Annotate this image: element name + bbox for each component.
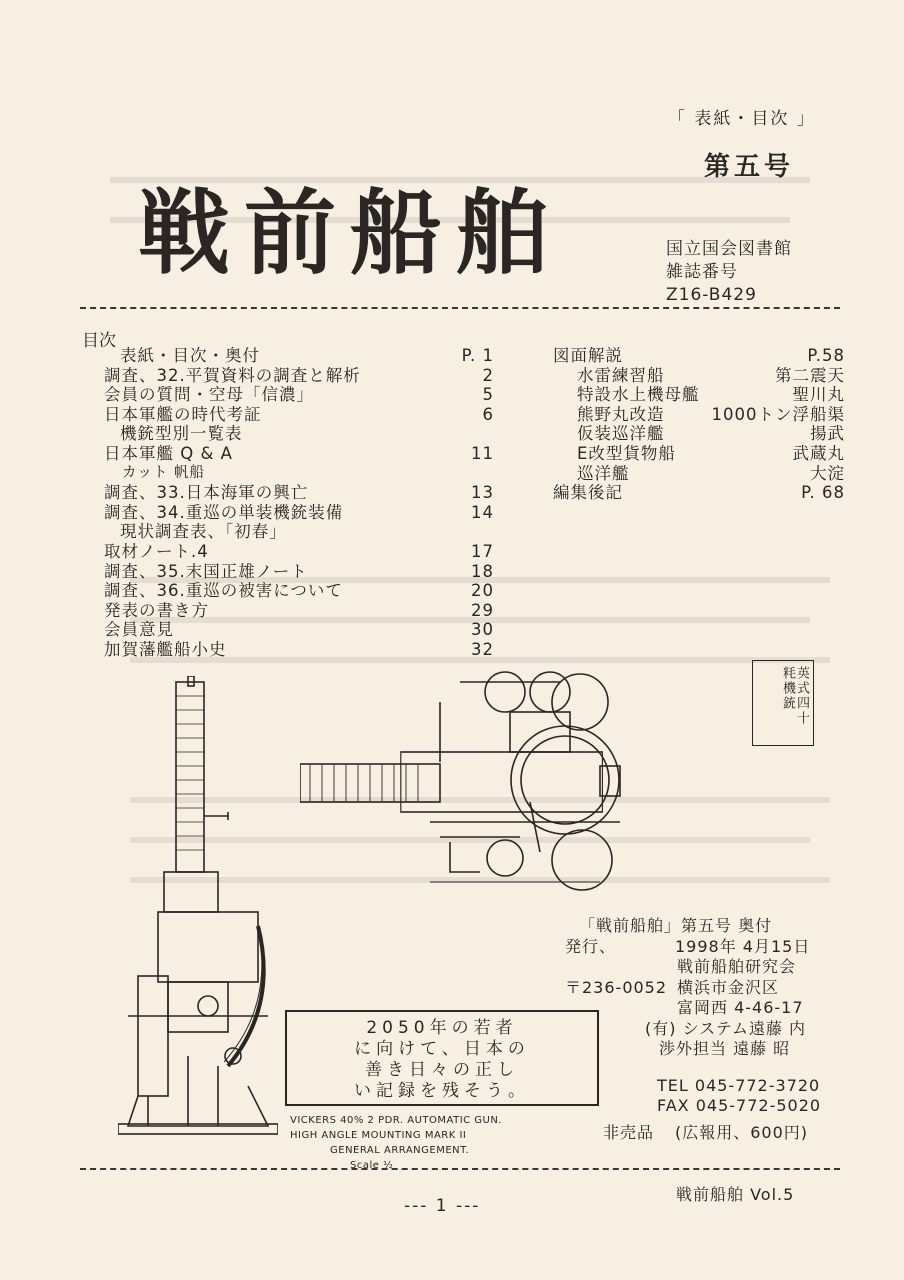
toc-figure-title: E改型貨物船 (577, 443, 676, 463)
toc-left-column (104, 346, 504, 660)
page-number: --- 1 --- (404, 1196, 481, 1216)
library-name: 国立国会図書館 (666, 239, 792, 259)
toc-figure-detail: 第二震天 (775, 365, 845, 385)
toc-entry (104, 424, 504, 444)
caption-line-3: GENERAL ARRANGEMENT. (330, 1145, 470, 1156)
toc-heading: 目次 (82, 331, 116, 351)
toc-entry-title: 取材ノート.4 (104, 541, 209, 561)
issued-date: 1998年 4月15日 (675, 936, 811, 956)
toc-figure-entry (553, 483, 845, 503)
toc-figure-title: 巡洋艦 (577, 463, 630, 483)
bottom-divider (80, 1168, 840, 1170)
telephone: TEL 045-772-3720 (657, 1075, 821, 1095)
postcode: 〒236-0052 (565, 977, 668, 997)
toc-figure-entry (553, 346, 845, 366)
contact-person: 渉外担当 遠藤 昭 (659, 1039, 791, 1058)
toc-entry-page: 20 (471, 581, 494, 601)
toc-entry-title: 調査、34.重巡の単装機銃装備 (104, 502, 344, 522)
toc-entry-page: 29 (471, 600, 494, 620)
colophon (565, 916, 845, 1143)
toc-entry-title: 機銃型別一覧表 (120, 424, 243, 444)
issue-number: 第五号 (704, 152, 795, 182)
toc-entry (104, 346, 504, 366)
issue-date-row (565, 937, 845, 958)
toc-entry-title: 発表の書き方 (104, 600, 209, 620)
toc-entry-page: 17 (471, 541, 494, 561)
toc-figure-entry (553, 464, 845, 484)
figure-caption (290, 1113, 502, 1173)
toc-entry (104, 503, 504, 523)
toc-entry (104, 444, 504, 464)
toc-entry (104, 483, 504, 503)
issued-label: 発行、 (565, 936, 617, 956)
toc-figure-title: 仮装巡洋艦 (577, 424, 665, 444)
toc-entry (104, 542, 504, 562)
toc-entry-page: 2 (482, 365, 494, 385)
toc-entry-title: 加賀藩艦船小史 (104, 639, 227, 659)
toc-figure-detail: 武蔵丸 (792, 443, 845, 463)
toc-figure-detail: 1000トン浮船渠 (711, 404, 845, 424)
street-address: 富岡西 4-46-17 (677, 998, 804, 1017)
toc-entry-title: 調査、32.平賀資料の調査と解析 (104, 365, 361, 385)
toc-figure-title: 特設水上機母艦 (577, 385, 700, 405)
toc-entry-page: 6 (482, 404, 494, 424)
caption-line-2: HIGH ANGLE MOUNTING MARK II (290, 1130, 467, 1141)
toc-entry-title: 調査、35.末国正雄ノート (104, 561, 308, 581)
toc-entry-title: 調査、36.重巡の被害について (104, 581, 343, 601)
toc-entry-page: 13 (471, 483, 494, 503)
toc-right-column (553, 346, 845, 503)
toc-figure-entry (553, 366, 845, 386)
toc-figure-detail: P. 68 (801, 483, 845, 503)
fax: FAX 045-772-5020 (657, 1096, 822, 1115)
slogan-box (285, 1010, 599, 1106)
toc-entry (104, 640, 504, 660)
slogan-line-3: 善き日々の正し (365, 1060, 519, 1080)
library-label: 雑誌番号 (666, 262, 738, 282)
imprint-title: 「戦前船舶」第五号 奥付 (579, 916, 773, 935)
top-divider (80, 307, 840, 309)
address-row (565, 978, 845, 999)
toc-figure-detail: 大淀 (810, 463, 845, 483)
toc-figure-entry (553, 405, 845, 425)
toc-entry (104, 601, 504, 621)
toc-entry-page: 5 (482, 385, 494, 405)
toc-figure-title: 編集後記 (553, 483, 623, 503)
city: 横浜市金沢区 (677, 977, 780, 997)
toc-figure-detail: 聖川丸 (792, 385, 845, 405)
library-info (666, 238, 792, 307)
toc-entry-title: 日本軍艦 Q & A (104, 443, 233, 463)
toc-entry-title: カット 帆船 (122, 464, 205, 481)
toc-figure-entry (553, 424, 845, 444)
toc-figure-entry (553, 385, 845, 405)
archive-stamp: 英式四十粍機銃 (752, 660, 814, 746)
footer-volume: 戦前船舶 Vol.5 (676, 1185, 795, 1204)
toc-entry-page: 32 (471, 639, 494, 659)
section-tag: 「 表紙・目次 」 (668, 109, 816, 129)
price-label: 非売品 (603, 1122, 655, 1142)
toc-entry-page: P. 1 (461, 346, 494, 365)
toc-entry-title: 表紙・目次・奥付 (120, 346, 260, 365)
toc-figure-title: 熊野丸改造 (577, 404, 665, 424)
toc-figure-entry (553, 444, 845, 464)
toc-entry-title: 日本軍艦の時代考証 (104, 404, 262, 424)
price-row (565, 1123, 845, 1144)
toc-entry (104, 464, 504, 484)
toc-entry (104, 385, 504, 405)
toc-entry (104, 405, 504, 425)
toc-entry (104, 581, 504, 601)
toc-entry (104, 522, 504, 542)
company: (有) システム遠藤 内 (645, 1018, 807, 1038)
toc-figure-detail: P.58 (807, 346, 845, 365)
toc-figure-title: 水雷練習船 (577, 365, 665, 385)
toc-figure-detail: 揚武 (810, 424, 845, 444)
slogan-line-4: い記録を残そう。 (354, 1081, 530, 1101)
toc-figure-title: 図面解説 (553, 346, 623, 365)
library-code: Z16-B429 (666, 285, 757, 305)
magazine-title: 戦前船舶 (138, 179, 563, 287)
toc-entry-title: 調査、33.日本海軍の興亡 (104, 483, 309, 503)
toc-entry-title: 会員の質問・空母「信濃」 (104, 385, 314, 405)
toc-entry (104, 366, 504, 386)
toc-entry-title: 現状調査表、「初春」 (120, 522, 287, 542)
toc-entry-page: 18 (471, 561, 494, 581)
toc-entry (104, 620, 504, 640)
gun-plan-drawing (300, 662, 630, 902)
price-note: (広報用、600円) (675, 1122, 809, 1142)
toc-entry-page: 14 (471, 502, 494, 522)
caption-line-1: VICKERS 40% 2 PDR. AUTOMATIC GUN. (290, 1115, 503, 1126)
toc-entry-page: 30 (471, 620, 494, 640)
publisher: 戦前船舶研究会 (677, 957, 797, 976)
slogan-line-1: 2050年の若者 (366, 1018, 518, 1038)
toc-entry (104, 562, 504, 582)
toc-entry-page: 11 (471, 443, 494, 463)
slogan-line-2: に向けて、日本の (354, 1039, 530, 1059)
caption-line-4: Scale ½ (350, 1160, 394, 1171)
gun-mount-drawing (118, 676, 278, 1146)
toc-entry-title: 会員意見 (104, 620, 174, 640)
